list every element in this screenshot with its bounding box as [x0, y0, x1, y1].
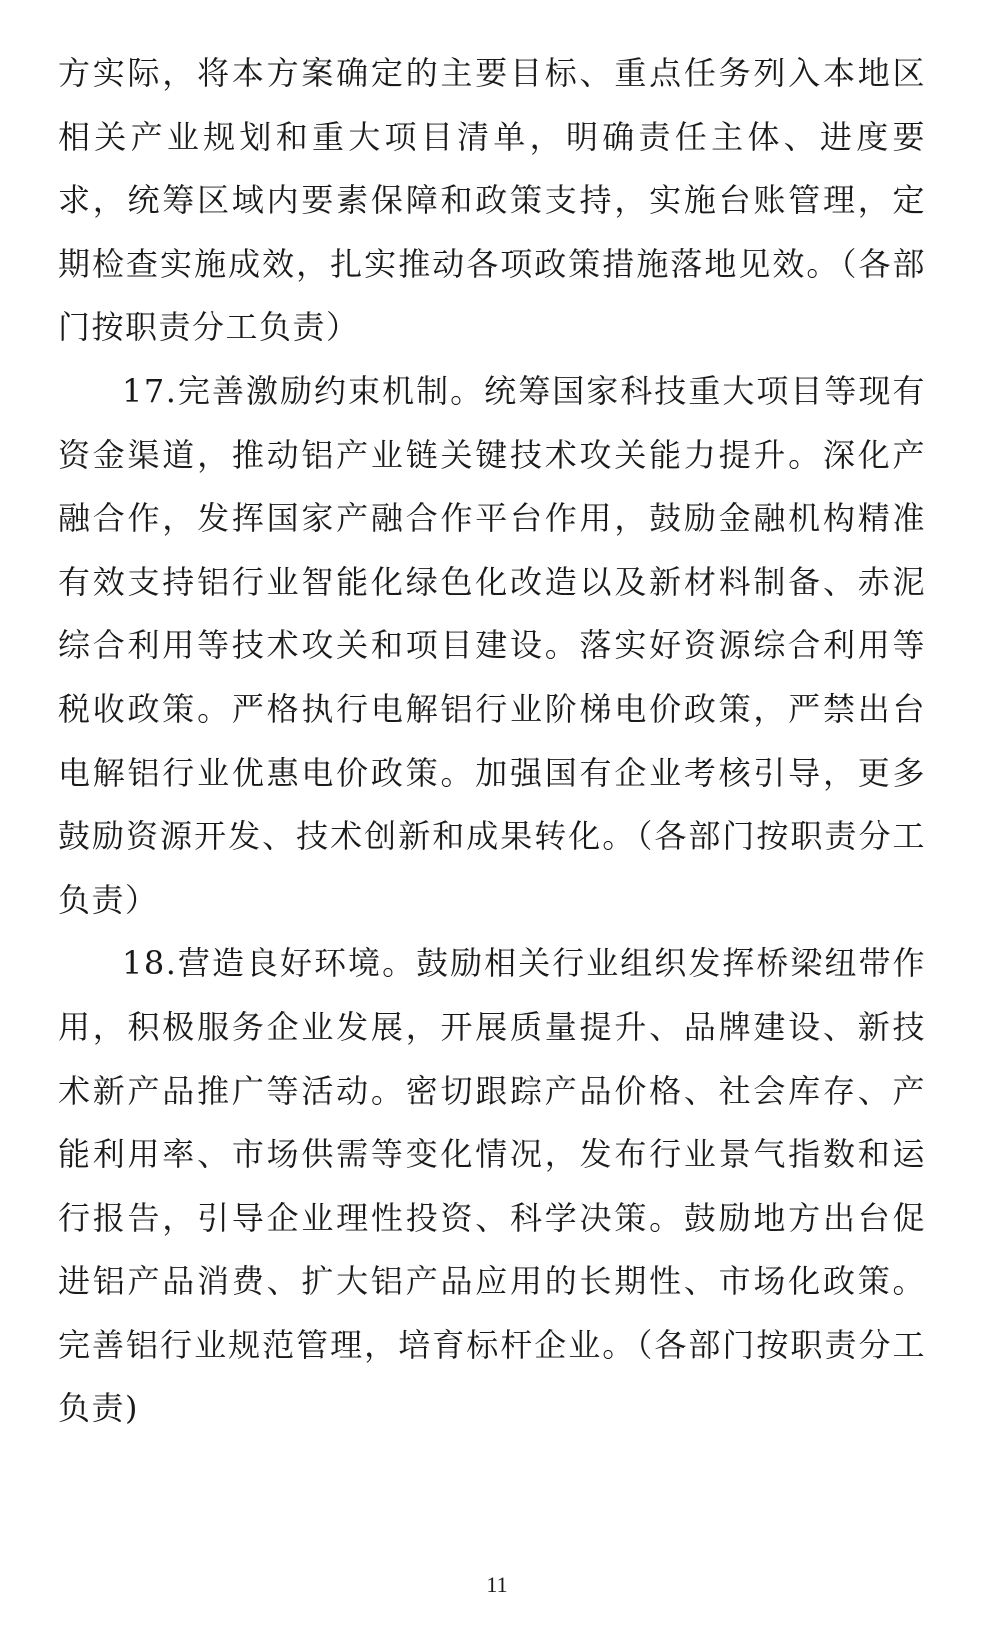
- paragraph-continuation: 方实际，将本方案确定的主要目标、重点任务列入本地区相关产业规划和重大项目清单，明确责任主体、进度要求，统筹区域内要素保障和政策支持，实施台账管理，定期检查实施成效，扎实推动各项政策措施落地见效。（各部门按职责分工负责）: [58, 54, 926, 347]
- page-number: 11: [486, 1572, 508, 1597]
- paragraph-item-18: 18.营造良好环境。鼓励相关行业组织发挥桥梁纽带作用，积极服务企业发展，开展质量提升、品牌建设、新技术新产品推广等活动。密切跟踪产品价格、社会库存、产能利用率、市场供需等变化情况，发布行业景气指数和运行报告，引导企业理性投资、科学决策。鼓励地方出台促进铝产品消费、扩大铝产品应用的长期性、市场化政策。完善铝行业规范管理，培育标杆企业。（各部门按职责分工负责): [58, 944, 926, 1428]
- paragraph-item-17: 17.完善激励约束机制。统筹国家科技重大项目等现有资金渠道，推动铝产业链关键技术攻关能力提升。深化产融合作，发挥国家产融合作平台作用，鼓励金融机构精准有效支持铝行业智能化绿色化改造以及新材料制备、赤泥综合利用等技术攻关和项目建设。落实好资源综合利用等税收政策。严格执行电解铝行业阶梯电价政策，严禁出台电解铝行业优惠电价政策。加强国有企业考核引导，更多鼓励资源开发、技术创新和成果转化。（各部门按职责分工负责）: [58, 371, 926, 919]
- document-body: [58, 42, 926, 1441]
